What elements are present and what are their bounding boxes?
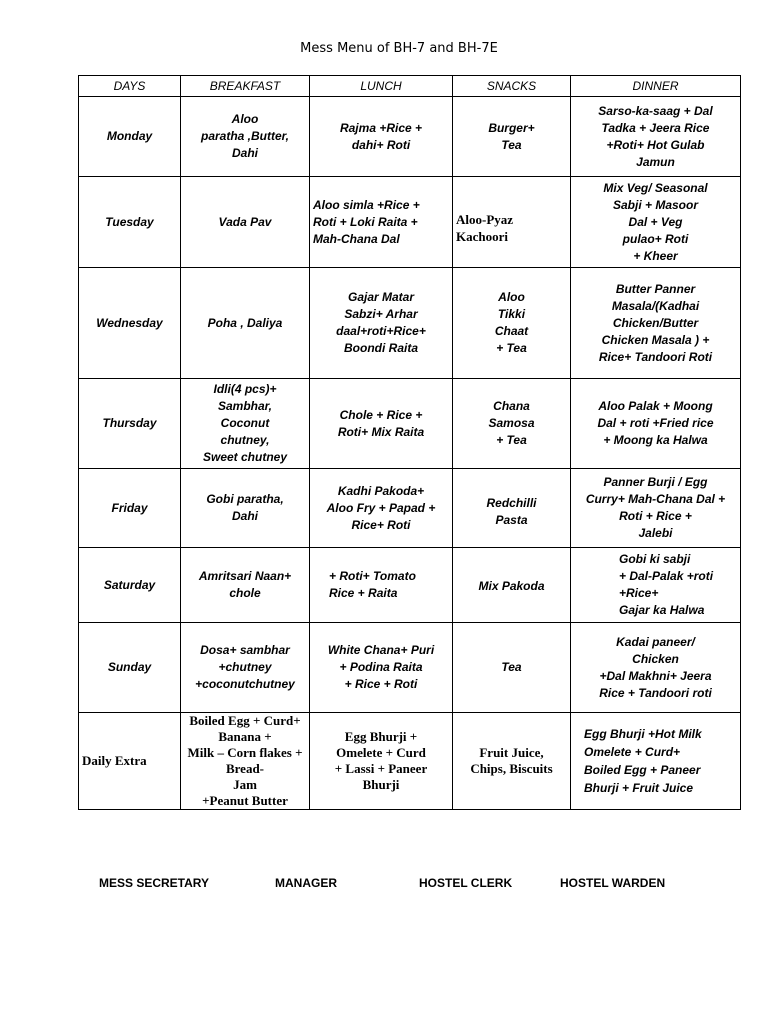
breakfast-cell: Dosa+ sambhar +chutney +coconutchutney [181,623,310,713]
header-days: DAYS [79,76,181,97]
table-row [79,623,741,713]
lunch-cell: Gajar Matar Sabzi+ Arhar daal+roti+Rice+ Boondi Raita [310,268,453,379]
snacks-cell: Mix Pakoda [453,548,571,623]
header-breakfast: BREAKFAST [181,76,310,97]
lunch-cell: Chole + Rice + Roti+ Mix Raita [310,379,453,469]
snacks-cell: Chana Samosa + Tea [453,379,571,469]
signature-hostel-clerk: HOSTEL CLERK [419,876,513,890]
table-row [79,379,741,469]
header-lunch: LUNCH [310,76,453,97]
lunch-cell: Kadhi Pakoda+ Aloo Fry + Papad + Rice+ Roti [310,469,453,548]
snacks-cell: Tea [453,623,571,713]
dinner-cell: Panner Burji / Egg Curry+ Mah-Chana Dal + Roti + Rice + Jalebi [571,469,741,548]
breakfast-cell: Gobi paratha, Dahi [181,469,310,548]
snacks-cell: Redchilli Pasta [453,469,571,548]
dinner-cell: Sarso-ka-saag + Dal Tadka + Jeera Rice +Roti+ Hot Gulab Jamun [571,97,741,177]
day-cell: Tuesday [79,177,181,268]
dinner-cell: Kadai paneer/ Chicken +Dal Makhni+ Jeera Rice + Tandoori roti [571,623,741,713]
signature-line [0,876,768,896]
dinner-cell: Gobi ki sabji + Dal-Palak +roti +Rice+ Gajar ka Halwa [571,548,741,623]
snacks-cell: Aloo-Pyaz Kachoori [453,177,571,268]
snacks-cell: Fruit Juice, Chips, Biscuits [453,713,571,810]
mess-menu-table [78,75,741,810]
page-title: Mess Menu of BH-7 and BH-7E [300,41,498,56]
breakfast-cell: Boiled Egg + Curd+ Banana + Milk – Corn flakes + Bread- Jam +Peanut Butter [181,713,310,810]
snacks-cell: Aloo Tikki Chaat + Tea [453,268,571,379]
day-cell: Sunday [79,623,181,713]
lunch-cell: + Roti+ Tomato Rice + Raita [310,548,453,623]
day-cell: Friday [79,469,181,548]
signature-mess-secretary: MESS SECRETARY [99,876,210,890]
day-cell: Daily Extra [79,713,181,810]
snacks-cell: Burger+ Tea [453,97,571,177]
table-row-daily-extra [79,713,741,810]
dinner-cell: Mix Veg/ Seasonal Sabji + Masoor Dal + Veg pulao+ Roti + Kheer [571,177,741,268]
lunch-cell: White Chana+ Puri + Podina Raita + Rice + Roti [310,623,453,713]
table-row [79,469,741,548]
day-cell: Thursday [79,379,181,469]
signature-hostel-warden: HOSTEL WARDEN [560,876,666,890]
dinner-cell: Egg Bhurji +Hot Milk Omelete + Curd+ Boiled Egg + Paneer Bhurji + Fruit Juice [571,713,741,810]
breakfast-cell: Idli(4 pcs)+ Sambhar, Coconut chutney, Sweet chutney [181,379,310,469]
table-row [79,177,741,268]
breakfast-cell: Amritsari Naan+ chole [181,548,310,623]
header-snacks: SNACKS [453,76,571,97]
table-row [79,97,741,177]
table-header-row [79,76,741,97]
table-row [79,548,741,623]
table-row [79,268,741,379]
lunch-cell: Egg Bhurji + Omelete + Curd + Lassi + Paneer Bhurji [310,713,453,810]
dinner-cell: Butter Panner Masala/(Kadhai Chicken/Butter Chicken Masala ) + Rice+ Tandoori Roti [571,268,741,379]
lunch-cell: Rajma +Rice + dahi+ Roti [310,97,453,177]
breakfast-cell: Vada Pav [181,177,310,268]
dinner-cell: Aloo Palak + Moong Dal + roti +Fried rice + Moong ka Halwa [571,379,741,469]
breakfast-cell: Poha , Daliya [181,268,310,379]
day-cell: Wednesday [79,268,181,379]
day-cell: Saturday [79,548,181,623]
breakfast-cell: Aloo paratha ,Butter, Dahi [181,97,310,177]
day-cell: Monday [79,97,181,177]
signature-manager: MANAGER [275,876,337,890]
lunch-cell: Aloo simla +Rice + Roti + Loki Raita + Mah-Chana Dal [310,177,453,268]
header-dinner: DINNER [571,76,741,97]
